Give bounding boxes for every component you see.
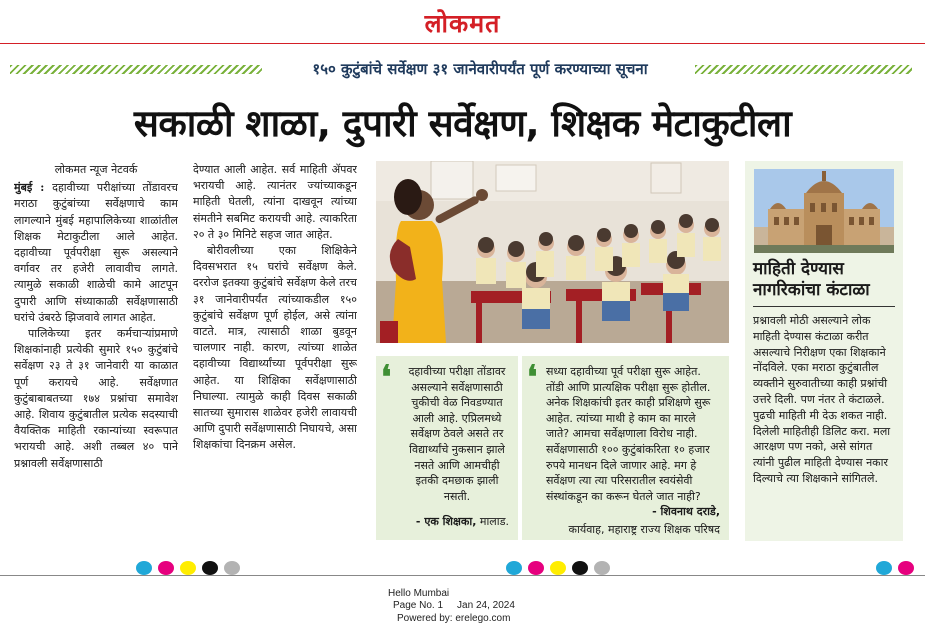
footer-page-number: Page No. 1 — [393, 600, 444, 612]
classroom-photo-illustration — [376, 161, 729, 343]
registration-cyan — [876, 561, 892, 575]
registration-magenta — [898, 561, 914, 575]
registration-black — [202, 561, 218, 575]
registration-magenta — [528, 561, 544, 575]
kicker-hatch-left — [10, 65, 262, 74]
kicker-hatch-right — [695, 65, 912, 74]
bmc-building-photo — [754, 169, 894, 253]
teacher-quote-box — [376, 356, 518, 540]
masthead — [0, 0, 925, 44]
color-registration-marks-center — [506, 561, 610, 575]
sidebar-box — [745, 161, 903, 541]
article-column-1 — [14, 162, 178, 540]
official-quote-box — [522, 356, 729, 540]
page-footer — [379, 588, 539, 625]
sidebar-divider — [753, 306, 895, 307]
footer-edition: Hello Mumbai — [388, 588, 450, 599]
quote-text: सध्या दहावीच्या पूर्व परीक्षा सुरू आहेत. तोंडी आणि प्रात्यक्षिक परीक्षा सुरू होतील. अनेक शिक्षकांची इतर काही प्रशिक्षणे सुरू आहेत. त्यांच्या माथी हे काम का मारले जाते? आमचा सर्वेक्षणाला विरोध नाही. सर्वेक्षणासाठी १०० कुटुंबांकरिता १० हजार रुपये मानधन दिले जाणार आहे. मग हे सर्वेक्षण त्या त्या परिसरातील स्वयंसेवी संस्थांकडून का करून घेतले जात नाही? — [546, 365, 711, 503]
article-paragraph — [14, 180, 178, 326]
sidebar-body: प्रश्नावली मोठी असल्याने लोक माहिती देण्यास कंटाळा करीत असल्याचे निरीक्षण एका शिक्षकाने नोंदविले. एका मराठा कुटुंबातील व्यक्तीने सुरुवातीच्या काही प्रश्नांची उत्तरे दिली. पण नंतर ते कंटाळले. पुढची माहिती मी देऊ शकत नाही. दिलेली माहितीही डिलिट करा. मला आरक्षण पण नको, असे सांगत त्यांनी पुढील माहिती देण्यास नकार दिल्याचे त्या शिक्षकाने सांगितले. — [753, 314, 891, 485]
registration-grey — [224, 561, 240, 575]
article-paragraph: पालिकेच्या इतर कर्मचाऱ्यांप्रमाणे शिक्षकांनाही प्रत्येकी सुमारे १५० कुटुंबांचे सर्वेक्षण २३ ते ३१ जानेवारी या काळात पूर्ण करायचे आहे. सर्वेक्षणात कुटुंबाबाबतच्या १७४ प्रश्नांचा समावेश आहे. शिवाय कुटुंबातील प्रत्येक सदस्याची वैयक्तिक माहिती रकान्यांच्या स्वरूपात भरायची आहे. अशी तब्बल ४० पाने प्रश्नावली सर्वेक्षणासाठी — [14, 327, 178, 470]
registration-black — [572, 561, 588, 575]
color-registration-marks-right — [876, 561, 914, 575]
footer-date: Jan 24, 2024 — [457, 600, 515, 612]
quote-author — [652, 504, 720, 520]
article-column-2 — [193, 162, 357, 540]
article-text: दहावीच्या परीक्षांच्या तोंडावरच मराठा कुटुंबांच्या सर्वेक्षणाचे काम लागल्याने मुंबई महापालिकेच्या शाळांतील शिक्षक मेटाकुटीला आले आहेत. दहावीच्या पूर्वपरीक्षा सुरू असल्याने वर्गावर तर हजेरी लावावीच लागते. त्यामुळे सकाळी शाळेची कामे आटपून दुपारी आणि संध्याकाळी सर्वेक्षणासाठी घरांचे उंबरठे झिजवावे लागत आहेत. — [14, 181, 178, 324]
quote-author-name: - एक शिक्षका, — [415, 515, 477, 528]
article-paragraph: बोरीवलीच्या एका शिक्षिकेने दिवसभरात १५ घरांचे सर्वेक्षण केले. दररोज इतक्या कुटुंबांचे सर्वेक्षण केले तरच ३१ जानेवारीपर्यंत त्यांच्याकडील १५० कुटुंबांचे सर्वेक्षण पूर्ण होईल, असे त्यांना वाटते. मात्र, त्यासाठी शाळा बुडवून चालणार नाही. कारण, त्यांच्या शाळेत दहावीच्या विद्यार्थ्यांच्या पूर्वपरीक्षा सुरू आहेत. या शिक्षिका सर्वेक्षणासाठी निघाल्या. त्यामुळे काही दिवस सकाळी सातच्या सुमारास शाळेवर हजेरी लावायची आणि दुपारी सर्वेक्षणासाठी निघायचे, असा शिक्षकांचा दिनक्रम असेल. — [193, 244, 357, 452]
article-paragraph: देण्यात आली आहेत. सर्व माहिती ॲपवर भरायची आहे. त्यानंतर ज्यांच्याकडून माहिती घेतली, त्यांना दाखवून त्यांच्या संमतीने सबमिट करायची आहे. त्याकरिता २० ते ३० मिनिटे सहज जात आहेत. — [193, 163, 357, 241]
quote-author — [416, 514, 509, 530]
quote-text: दहावीच्या परीक्षा तोंडावर असल्याने सर्वेक्षणासाठी चुकीची वेळ निवडण्यात आली आहे. एप्रिलमध्ये सर्वेक्षण ठेवले असते तर विद्यार्थ्यांचे नुकसान झाले नसते आणि आमचीही इतकी दमछाक झाली नसती. — [408, 365, 506, 503]
registration-yellow — [180, 561, 196, 575]
quote-icon: ❛ — [381, 358, 392, 396]
registration-magenta — [158, 561, 174, 575]
sidebar-title: माहिती देण्यास नागरिकांचा कंटाळा — [753, 259, 870, 300]
quote-icon: ❛ — [527, 358, 538, 396]
byline: लोकमत न्यूज नेटवर्क — [54, 163, 138, 176]
registration-cyan — [136, 561, 152, 575]
quote-author-place: मालाड. — [479, 515, 509, 528]
page-bottom-rule — [0, 575, 925, 576]
classroom-photo — [376, 161, 729, 343]
kicker-row — [10, 58, 912, 82]
registration-cyan — [506, 561, 522, 575]
dateline: मुंबई : — [14, 181, 45, 195]
color-registration-marks-left — [136, 561, 240, 575]
kicker: १५० कुटुंबांचे सर्वेक्षण ३१ जानेवारीपर्यंत पूर्ण करण्याच्या सूचना — [312, 60, 648, 78]
quote-author-role: कार्यवाह, महाराष्ट्र राज्य शिक्षक परिषद — [568, 523, 720, 536]
bmc-building-illustration — [754, 169, 894, 253]
newspaper-logo: लोकमत — [424, 9, 501, 38]
headline: सकाळी शाळा, दुपारी सर्वेक्षण, शिक्षक मेटाकुटीला — [133, 102, 792, 145]
registration-grey — [594, 561, 610, 575]
quote-author-name: - शिवनाथ दराडे, — [652, 505, 720, 518]
footer-powered-by: Powered by: erelego.com — [397, 612, 511, 624]
registration-yellow — [550, 561, 566, 575]
footer-page-info — [379, 600, 539, 612]
